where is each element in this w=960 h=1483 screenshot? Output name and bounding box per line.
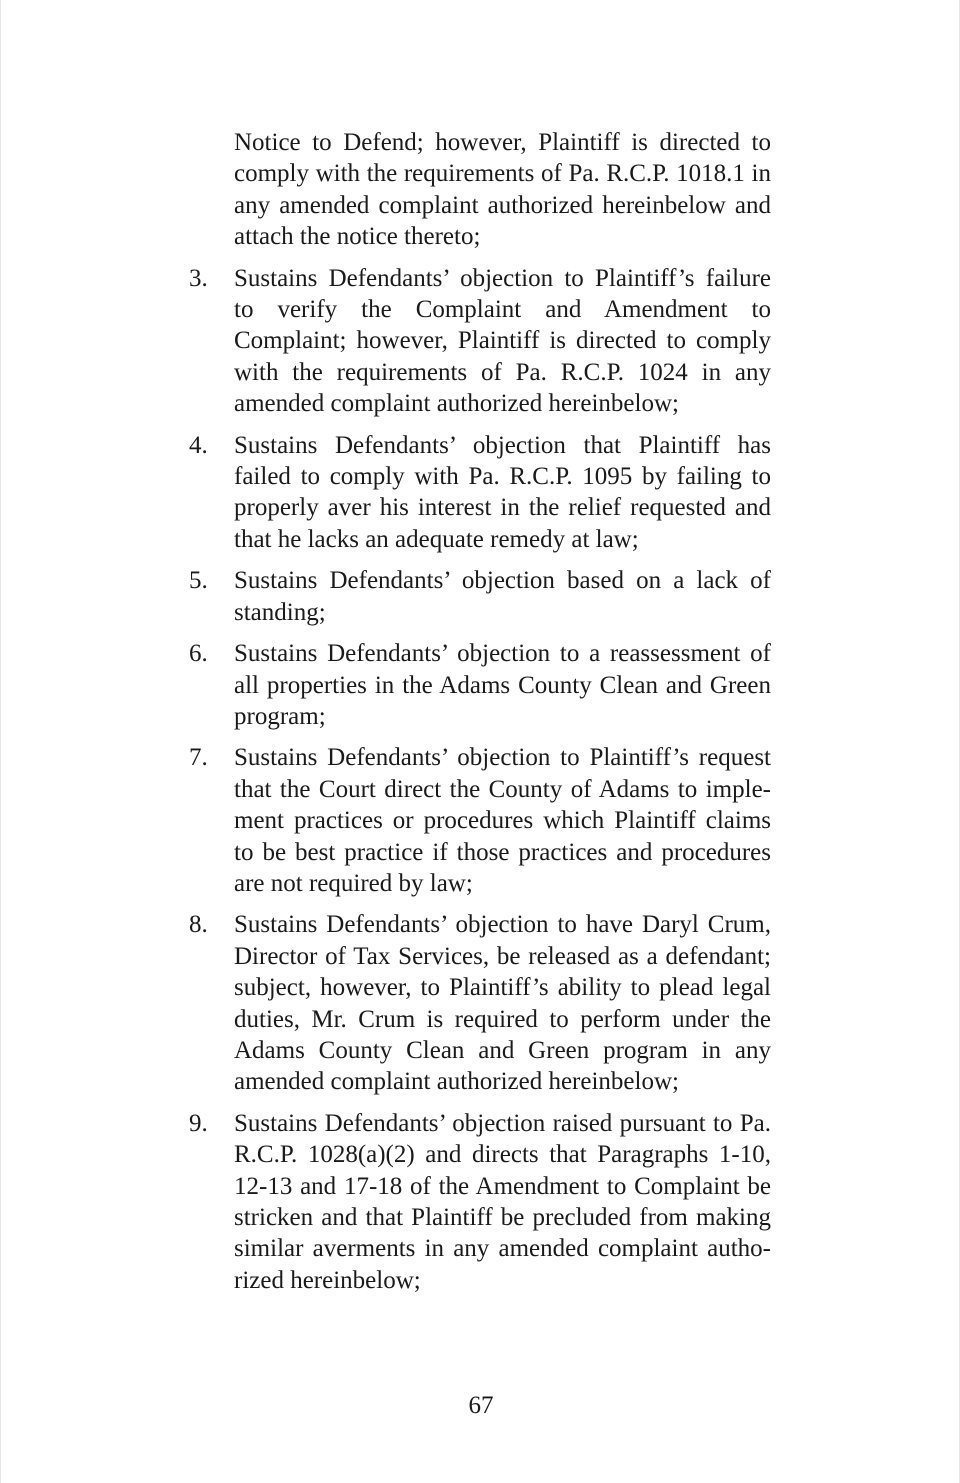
- item-text: Sustains Defendants’ objection that Plaintiff has failed to comply with Pa. R.C.P. 1095 by failing to properly aver his interest in the relief requested and that he lacks an adequate remedy at law;: [234, 431, 771, 553]
- item-text: Sustains Defendants’ objection to Plaintiff’s failure to verify the Complaint and Amendment to Complaint; however, Plaintiff is directed to comply with the requirements of Pa. R.C.P. 1024 in any amended complaint authorized hereinbelow;: [234, 264, 771, 418]
- order-item-8: [189, 909, 771, 1097]
- item-number: 6.: [189, 640, 208, 668]
- page-number: 67: [468, 1392, 494, 1419]
- item-number: 5.: [189, 567, 208, 595]
- item-text: Sustains Defendants’ objection to a reassessment of all properties in the Adams County Clean and Green program;: [234, 640, 771, 730]
- continuation-paragraph: Notice to Defend; however, Plaintiff is directed to comply with the requirements of Pa. R.C.P. 1018.1 in any amended complaint authorized hereinbelow and attach the notice thereto;: [234, 129, 771, 251]
- item-number: 4.: [189, 431, 208, 459]
- item-text: Sustains Defendants’ objection based on a lack of standing;: [234, 567, 771, 626]
- order-item-6: [189, 638, 771, 732]
- order-item-5: [189, 565, 771, 628]
- order-item-4: [189, 430, 771, 556]
- item-text: Sustains Defendants’ objection to Plaintiff’s request that the Court direct the County of Adams to implement practices or procedures which Plaintiff claims to be best practice if those practices and procedures are not required by law;: [234, 744, 771, 897]
- item-text: Sustains Defendants’ objection raised pursuant to Pa. R.C.P. 1028(a)(2) and directs that Paragraphs 1-10, 12-13 and 17-18 of the Amendment to Complaint be stricken and that Plaintiff be precluded from making similar averments in any amended complaint authorized hereinbelow;: [234, 1109, 771, 1294]
- order-item-3: [189, 263, 771, 420]
- order-item-9: [189, 1108, 771, 1296]
- item-number: 7.: [189, 744, 208, 772]
- order-body: [189, 127, 771, 1306]
- item-number: 8.: [189, 911, 208, 939]
- item-text: Sustains Defendants’ objection to have Daryl Crum, Director of Tax Services, be released as a defendant; subject, however, to Plaintiff’s ability to plead legal duties, Mr. Crum is required to perform under the Adams County Clean and Green program in any amended complaint authorized hereinbelow;: [234, 911, 771, 1096]
- order-item-7: [189, 742, 771, 899]
- item-number: 3.: [189, 264, 208, 292]
- item-number: 9.: [189, 1109, 208, 1137]
